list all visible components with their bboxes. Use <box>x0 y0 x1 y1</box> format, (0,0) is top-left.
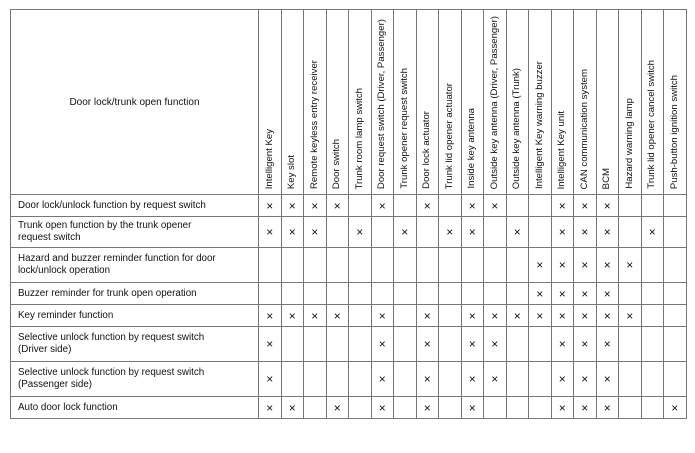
empty-cell <box>664 305 687 327</box>
empty-cell <box>281 327 304 362</box>
row-label-line: Door lock/unlock function by request switch <box>18 199 206 211</box>
check-mark: × <box>484 305 507 327</box>
table-row <box>11 305 687 327</box>
empty-cell <box>394 327 417 362</box>
column-header <box>596 10 619 195</box>
empty-cell <box>394 283 417 305</box>
check-mark: × <box>596 195 619 217</box>
table-row <box>11 397 687 419</box>
column-header-label: Outside key antenna (Driver, Passenger) <box>488 15 500 189</box>
row-label-line: Selective unlock function by request switch <box>18 332 205 343</box>
empty-cell <box>619 397 642 419</box>
empty-cell <box>619 362 642 397</box>
column-header-label: Outside key antenna (Trunk) <box>511 67 523 189</box>
check-mark: × <box>619 305 642 327</box>
empty-cell <box>439 397 462 419</box>
check-mark: × <box>596 397 619 419</box>
empty-cell <box>349 362 372 397</box>
check-mark: × <box>574 283 597 305</box>
check-mark: × <box>281 397 304 419</box>
check-mark: × <box>619 248 642 283</box>
check-mark: × <box>304 305 327 327</box>
empty-cell <box>349 248 372 283</box>
check-mark: × <box>371 397 394 419</box>
column-header <box>326 10 349 195</box>
empty-cell <box>281 362 304 397</box>
empty-cell <box>529 397 552 419</box>
check-mark: × <box>394 217 417 248</box>
check-mark: × <box>596 283 619 305</box>
column-header-label: Inside key antenna <box>466 108 478 189</box>
table-row <box>11 362 687 397</box>
empty-cell <box>439 327 462 362</box>
column-header-label: Door switch <box>331 138 343 189</box>
empty-cell <box>619 283 642 305</box>
check-mark: × <box>551 305 574 327</box>
empty-cell <box>439 305 462 327</box>
empty-cell <box>326 248 349 283</box>
column-header <box>439 10 462 195</box>
check-mark: × <box>461 397 484 419</box>
empty-cell <box>349 195 372 217</box>
check-mark: × <box>551 217 574 248</box>
row-label-line: Hazard and buzzer reminder function for door <box>18 253 216 264</box>
column-header <box>641 10 664 195</box>
column-header <box>416 10 439 195</box>
check-mark: × <box>574 217 597 248</box>
empty-cell <box>394 397 417 419</box>
column-header <box>484 10 507 195</box>
column-header <box>259 10 282 195</box>
empty-cell <box>416 217 439 248</box>
empty-cell <box>349 327 372 362</box>
check-mark: × <box>484 195 507 217</box>
row-label-line: lock/unlock operation <box>18 265 111 276</box>
empty-cell <box>664 217 687 248</box>
row-label-line: request switch <box>18 232 81 243</box>
column-header-label: BCM <box>601 167 613 189</box>
empty-cell <box>371 248 394 283</box>
column-header <box>529 10 552 195</box>
empty-cell <box>304 362 327 397</box>
table-row <box>11 195 687 217</box>
row-label <box>11 195 259 217</box>
empty-cell <box>416 283 439 305</box>
empty-cell <box>619 217 642 248</box>
row-label <box>11 283 259 305</box>
check-mark: × <box>551 327 574 362</box>
row-label-line: (Driver side) <box>18 344 72 355</box>
check-mark: × <box>574 248 597 283</box>
empty-cell <box>349 397 372 419</box>
column-header <box>664 10 687 195</box>
check-mark: × <box>259 217 282 248</box>
check-mark: × <box>304 217 327 248</box>
check-mark: × <box>416 305 439 327</box>
check-mark: × <box>371 327 394 362</box>
check-mark: × <box>596 305 619 327</box>
empty-cell <box>529 195 552 217</box>
column-header-label: Door lock actuator <box>421 111 433 189</box>
empty-cell <box>484 397 507 419</box>
check-mark: × <box>596 327 619 362</box>
empty-cell <box>394 248 417 283</box>
empty-cell <box>641 362 664 397</box>
empty-cell <box>619 195 642 217</box>
column-header <box>551 10 574 195</box>
column-header-label: Trunk lid opener actuator <box>443 82 455 189</box>
column-header <box>461 10 484 195</box>
check-mark: × <box>596 248 619 283</box>
empty-cell <box>641 283 664 305</box>
empty-cell <box>326 362 349 397</box>
empty-cell <box>506 195 529 217</box>
empty-cell <box>371 217 394 248</box>
check-mark: × <box>551 362 574 397</box>
row-label <box>11 248 259 283</box>
check-mark: × <box>551 195 574 217</box>
check-mark: × <box>529 305 552 327</box>
empty-cell <box>439 248 462 283</box>
row-label <box>11 217 259 248</box>
check-mark: × <box>574 362 597 397</box>
empty-cell <box>664 283 687 305</box>
check-mark: × <box>529 283 552 305</box>
check-mark: × <box>416 327 439 362</box>
row-label <box>11 397 259 419</box>
check-mark: × <box>484 362 507 397</box>
check-mark: × <box>506 217 529 248</box>
check-mark: × <box>461 362 484 397</box>
empty-cell <box>371 283 394 305</box>
column-header <box>371 10 394 195</box>
empty-cell <box>326 327 349 362</box>
column-header-label: Key slot <box>286 154 298 189</box>
empty-cell <box>394 362 417 397</box>
row-label-line: Trunk open function by the trunk opener <box>18 220 192 231</box>
check-mark: × <box>529 248 552 283</box>
empty-cell <box>439 195 462 217</box>
empty-cell <box>484 217 507 248</box>
table-row <box>11 327 687 362</box>
check-mark: × <box>326 397 349 419</box>
column-header-label: Door request switch (Driver, Passenger) <box>376 18 388 189</box>
empty-cell <box>439 283 462 305</box>
check-mark: × <box>259 397 282 419</box>
empty-cell <box>529 217 552 248</box>
check-mark: × <box>371 195 394 217</box>
check-mark: × <box>259 327 282 362</box>
empty-cell <box>506 327 529 362</box>
empty-cell <box>304 283 327 305</box>
empty-cell <box>664 362 687 397</box>
check-mark: × <box>281 305 304 327</box>
check-mark: × <box>484 327 507 362</box>
empty-cell <box>641 195 664 217</box>
empty-cell <box>281 283 304 305</box>
empty-cell <box>349 283 372 305</box>
check-mark: × <box>416 397 439 419</box>
column-header <box>349 10 372 195</box>
empty-cell <box>641 397 664 419</box>
check-mark: × <box>551 248 574 283</box>
column-header <box>506 10 529 195</box>
column-header-label: Trunk lid opener cancel switch <box>646 60 658 189</box>
column-header <box>281 10 304 195</box>
empty-cell <box>619 327 642 362</box>
empty-cell <box>641 248 664 283</box>
empty-cell <box>506 362 529 397</box>
check-mark: × <box>574 195 597 217</box>
check-mark: × <box>461 217 484 248</box>
check-mark: × <box>259 362 282 397</box>
column-header-label: CAN communication system <box>578 68 590 189</box>
check-mark: × <box>281 217 304 248</box>
empty-cell <box>664 195 687 217</box>
row-label <box>11 362 259 397</box>
table-row <box>11 217 687 248</box>
row-label-line: Buzzer reminder for trunk open operation <box>18 287 197 299</box>
column-header-label: Intelligent Key unit <box>556 110 568 189</box>
empty-cell <box>461 283 484 305</box>
column-header <box>304 10 327 195</box>
empty-cell <box>641 305 664 327</box>
empty-cell <box>281 248 304 283</box>
empty-cell <box>641 327 664 362</box>
check-mark: × <box>349 217 372 248</box>
check-mark: × <box>371 362 394 397</box>
empty-cell <box>506 283 529 305</box>
column-header-label: Push-button ignition switch <box>668 74 680 189</box>
row-label <box>11 305 259 327</box>
empty-cell <box>259 283 282 305</box>
empty-cell <box>461 248 484 283</box>
empty-cell <box>394 195 417 217</box>
empty-cell <box>416 248 439 283</box>
empty-cell <box>506 397 529 419</box>
empty-cell <box>484 283 507 305</box>
empty-cell <box>326 283 349 305</box>
column-header-label: Hazard warning lamp <box>623 98 635 189</box>
check-mark: × <box>551 283 574 305</box>
column-header <box>619 10 642 195</box>
check-mark: × <box>416 195 439 217</box>
column-header-label: Intelligent Key <box>263 128 275 189</box>
empty-cell <box>394 305 417 327</box>
empty-cell <box>529 362 552 397</box>
empty-cell <box>439 362 462 397</box>
check-mark: × <box>326 305 349 327</box>
row-label-line: Auto door lock function <box>18 401 118 413</box>
check-mark: × <box>259 305 282 327</box>
empty-cell <box>304 327 327 362</box>
check-mark: × <box>551 397 574 419</box>
matrix-body <box>11 195 687 419</box>
column-header-label: Trunk opener request switch <box>398 68 410 189</box>
empty-cell <box>529 327 552 362</box>
check-mark: × <box>596 217 619 248</box>
row-label-line: (Passenger side) <box>18 379 93 390</box>
check-mark: × <box>574 397 597 419</box>
check-mark: × <box>641 217 664 248</box>
empty-cell <box>326 217 349 248</box>
check-mark: × <box>259 195 282 217</box>
empty-cell <box>259 248 282 283</box>
empty-cell <box>506 248 529 283</box>
column-header <box>394 10 417 195</box>
check-mark: × <box>439 217 462 248</box>
check-mark: × <box>281 195 304 217</box>
check-mark: × <box>371 305 394 327</box>
empty-cell <box>664 327 687 362</box>
header-row <box>11 10 687 195</box>
check-mark: × <box>574 305 597 327</box>
empty-cell <box>349 305 372 327</box>
check-mark: × <box>304 195 327 217</box>
check-mark: × <box>326 195 349 217</box>
table-title: Door lock/trunk open function <box>11 10 259 195</box>
table-row <box>11 248 687 283</box>
row-label-line: Key reminder function <box>18 309 114 321</box>
empty-cell <box>664 248 687 283</box>
check-mark: × <box>416 362 439 397</box>
empty-cell <box>304 397 327 419</box>
function-component-matrix <box>10 9 687 419</box>
column-header <box>574 10 597 195</box>
check-mark: × <box>596 362 619 397</box>
check-mark: × <box>461 327 484 362</box>
column-header-label: Trunk room lamp switch <box>353 87 365 189</box>
row-label <box>11 327 259 362</box>
table-row <box>11 283 687 305</box>
column-header-label: Intelligent Key warning buzzer <box>533 61 545 189</box>
check-mark: × <box>506 305 529 327</box>
column-header-label: Remote keyless entry receiver <box>308 59 320 189</box>
check-mark: × <box>461 195 484 217</box>
check-mark: × <box>574 327 597 362</box>
empty-cell <box>484 248 507 283</box>
check-mark: × <box>664 397 687 419</box>
check-mark: × <box>461 305 484 327</box>
row-label-line: Selective unlock function by request switch <box>18 367 205 378</box>
empty-cell <box>304 248 327 283</box>
